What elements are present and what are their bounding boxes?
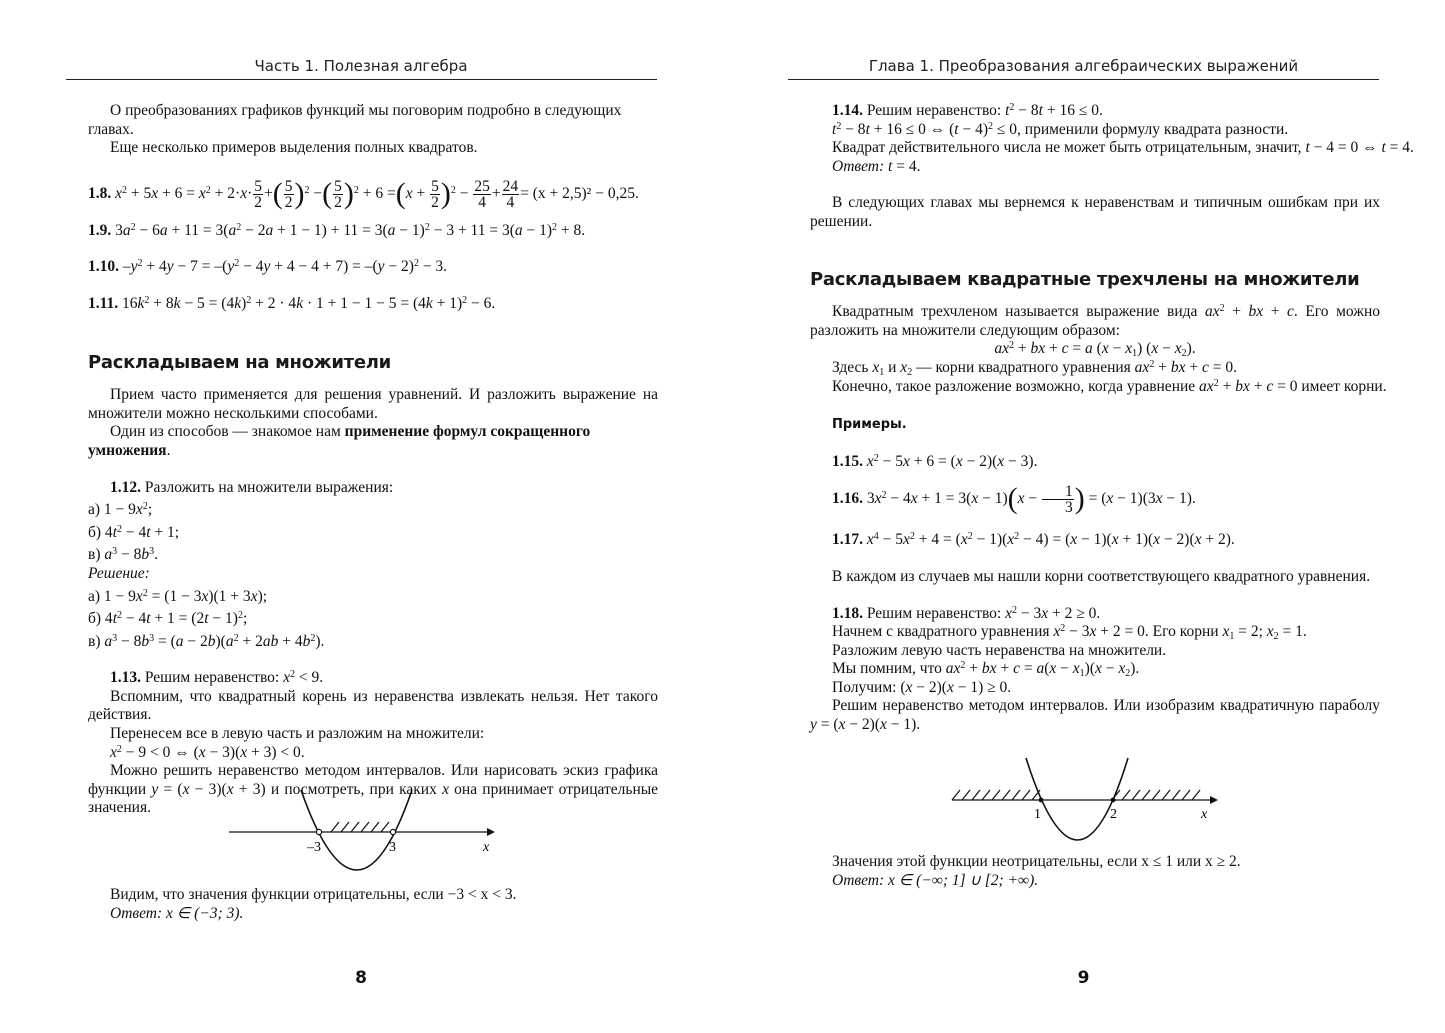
example-label: 1.15. <box>832 452 863 470</box>
right-page <box>722 0 1445 1033</box>
answer-label: Ответ: <box>832 157 885 175</box>
answer-value: x ∈ (−∞; 1] ∪ [2; +∞). <box>888 871 1039 889</box>
left-page-conclusion <box>88 886 658 923</box>
tick-label-2: 2 <box>1110 807 1117 822</box>
factorization-formula: $ax^2$ + bx + c = a $(x - x_1)$ $(x - x_2)$. <box>994 340 1196 360</box>
tick-label-3: 3 <box>389 840 396 855</box>
header-rule-left <box>66 79 657 80</box>
paragraph-sketch: Можно решить неравенство методом интервалов. Или нарисовать эскиз графика функции y = (x − 3)(x + 3) и посмотреть, при каких x она принимает отрицательные значения. <box>88 762 659 817</box>
example-1-15: 1.15. $x^2 - 5x + 6 = (x - 2)(x - 3)$. <box>832 452 1038 470</box>
tick-label-1: 1 <box>1034 807 1041 822</box>
left-page <box>0 0 722 1033</box>
example-text: Разложить на множители выражения: <box>144 478 394 496</box>
text-line: Разложим левую часть неравенства на множители. <box>832 641 1167 659</box>
section-title-left: Раскладываем на множители <box>88 351 391 373</box>
example-label: 1.13. <box>110 669 141 687</box>
text: Один из способов — знакомое нам <box>110 423 345 441</box>
text: Решим неравенство методом интервалов. Или изобразим квадратичную параболу <box>832 697 1380 715</box>
example-label: 1.14. <box>832 102 863 119</box>
example-text: Решим неравенство: <box>866 604 1002 622</box>
paragraph-interval-method: Решим неравенство методом интервалов. Или изобразим квадратичную параболу y = (x − 2)(x − 1). <box>810 697 1380 734</box>
text: Мы помним, что <box>832 660 942 678</box>
paragraph-roots-found: В каждом из случаев мы нашли корни соответствующего квадратного уравнения. <box>832 567 1371 585</box>
paragraph-one-method: Один из способов — знакомое нам применение формул сокращенного умножения. <box>88 423 591 459</box>
text: Здесь <box>832 358 869 376</box>
example-1-8: 1.8. $x^2 + 5x + 6 = x^2 + 2\cdot x\cdot$ $\frac{5}{2}$ +( $\frac{5}{2}$ )$^2$ −( $\frac{5}{2}$ )$^2$ + 6 =(x + $\frac{5}{2}$ )$^2$ − $\frac{25}{4}$ + $\frac{24}{4}$ = (x + 2,5)² − 0,25. <box>88 176 639 211</box>
example-label: 1.10. <box>88 258 119 276</box>
text: Квадрат действительного числа не может быть отрицательным, значит, <box>832 139 1302 157</box>
axis-label-x: x <box>1201 807 1208 822</box>
text: имеет корни. <box>1301 377 1387 395</box>
header-rule-right <box>788 79 1379 80</box>
answer-label: Ответ: <box>110 904 163 922</box>
conclusion-line: Значения этой функции неотрицательны, если x ≤ 1 или x ≥ 2. <box>832 853 1241 870</box>
solution-label: Решение: <box>88 564 150 582</box>
example-label: 1.11. <box>88 294 119 312</box>
example-1-13: 1.13. Решим неравенство: $x^2 < 9$. Вспомним, что квадратный корень из неравенства извлекать нельзя. Нет такого действия. Перенесем все в левую часть и разложим на множители: $x^2 - 9 < 0$ ⇔ (x − 3)(x + 3) < 0. Можно решить неравенство методом интервалов. Или нарисовать эскиз графика функции y = (x − 3)(x + 3) и посмотреть, при каких x она принимает отрицательные значения. <box>88 669 659 817</box>
example-1-8-tail: = (x + 2,5)² − 0,25. <box>520 184 639 202</box>
example-1-16: 1.16. $3x^2 - 4x + 1 = 3(x - 1)(x$ − $\frac{1}{3}$ ) = (x − 1)(3x − 1). <box>832 482 1196 517</box>
text: она принимает отрицательные значения. <box>88 780 659 817</box>
examples-heading: Примеры. <box>832 417 907 433</box>
text: Можно решить неравенство методом интервалов. Или нарисовать эскиз графика функции <box>88 762 658 798</box>
running-head-left: Часть 1. Полезная алгебра <box>254 57 468 75</box>
answer-label: Ответ: <box>832 871 885 889</box>
paragraph-move-left: Перенесем все в левую часть и разложим на множители: <box>110 725 485 743</box>
example-1-17: 1.17. $x^4 - 5x^2 + 4 = (x^2 - 1)(x^2 - 4) = (x - 1)(x + 1)(x - 2)(x + 2)$. <box>832 531 1235 549</box>
paragraph-no-sqrt: Вспомним, что квадратный корень из неравенства извлекать нельзя. Нет такого действия. <box>88 687 658 724</box>
paragraph-trinomial: Квадратным трехчленом называется выражение вида $ax^2$ + bx + c. Его можно разложить на множители следующим образом: <box>810 303 1381 339</box>
answer-value: x ∈ (−3; 3). <box>166 904 244 922</box>
example-1-18: 1.18. Решим неравенство: $x^2 - 3x + 2 \ge 0$. Начнем с квадратного уравнения $x^2 - 3x + 2 = 0$. Его корни $x_1 = 2$; $x_2 = 1$. Разложим левую часть неравенства на множители. Мы помним, что $ax^2$ + bx + $c = a(x - x_1)(x - x_2)$. Получим: (x − 2)(x − 1) ≥ 0. Решим неравенство методом интервалов. Или изобразим квадратичную параболу y = (x − 2)(x − 1). <box>810 604 1380 734</box>
page-number-right: 9 <box>1077 968 1090 988</box>
right-page-body: 1.14. Решим неравенство: $t^2 - 8t + 16 \le 0$. $t^2 - 8t + 16 \le 0$ ⇔ $(t - 4)^2 \le 0$, применили формулу квадрата разности. Квадрат действительного числа не может быть отрицательным, значит, t − 4 = 0 ⇔ t = 4. Ответ: t = 4. В следующих главах мы вернемся к неравенствам и типичным ошибкам при их решении. Раскладываем квадратные трехчлены на множители Квадратным трехчленом называется выражение вида $ax^2$ + bx + c. Его можно разложить на множители следующим образом: $ax^2$ + bx + c = a $(x - x_1)$ $(x - x_2)$. Здесь $x_1$ и $x_2$ — корни квадратного уравнения $ax^2$ + bx + c = 0. Конечно, такое разложение возможно, когда уравнение $ax^2$ + bx + c = 0 имеет корни. Примеры. 1.15. $x^2 - 5x + 6 = (x - 2)(x - 3)$. 1.16. $3x^2 - 4x + 1 = 3(x - 1)(x$ − $\frac{1}{3}$ ) = (x − 1)(3x − 1). 1.17. $x^4 - 5x^2 + 4 = (x^2 - 1)(x^2 - 4) = (x - 1)(x + 1)(x - 2)(x + 2)$. В каждом из случаев мы нашли корни соответствующего квадратного уравнения. 1.18. Решим неравенство: $x^2 - 3x + 2 \ge 0$. Начнем с квадратного уравнения $x^2 - 3x + 2 = 0$. Его корни $x_1 = 2$; $x_2 = 1$. Разложим левую часть неравенства на множители. Мы помним, что $ax^2$ + bx + $c = a(x - x_1)(x - x_2)$. Получим: (x − 2)(x − 1) ≥ 0. Решим неравенство методом интервалов. Или изобразим квадратичную параболу y = (x − 2)(x − 1). <box>810 102 1414 734</box>
example-label: 1.8. <box>88 184 112 202</box>
example-1-11: 1.11. $16k^2 + 8k - 5 = (4k)^2 + 2 \cdot 4k \cdot 1 + 1 - 1 - 5 = (4k + 1)^2 - 6$. <box>88 294 496 312</box>
intro-line-2: Еще несколько примеров выделения полных квадратов. <box>110 139 478 157</box>
intro-line-1: О преобразованиях графиков функций мы поговорим подробно в следующих главах. <box>88 102 622 138</box>
example-label: 1.12. <box>110 478 141 496</box>
text: . Его можно разложить на множители следующим образом: <box>810 303 1381 339</box>
text: Квадратным трехчленом называется выражение вида <box>832 303 1198 321</box>
conclusion-line: Видим, что значения функции отрицательны, если −3 < x < 3. <box>110 886 517 903</box>
running-head-right: Глава 1. Преобразования алгебраических выражений <box>868 57 1299 75</box>
example-1-12: 1.12. Разложить на множители выражения: а) $1 - 9x^2$; б) $4t^2 - 4t + 1$; в) $a^3 - 8b^3$. Решение: а) $1 - 9x^2 = (1 - 3x)(1 + 3x)$; б) $4t^2 - 4t + 1 = (2t - 1)^2$; в) $a^3 - 8b^3 = (a - 2b)(a^2 + 2ab + 4b^2)$. <box>88 478 394 650</box>
text: Конечно, такое разложение возможно, когда уравнение <box>832 377 1196 395</box>
bold-phrase: применение формул сокращенного умножения <box>88 423 591 459</box>
example-label: 1.17. <box>832 531 863 549</box>
right-page-conclusion <box>810 853 1380 890</box>
example-text: Решим неравенство: <box>144 669 280 687</box>
tick-label-minus3: –3 <box>307 840 321 855</box>
paragraph-factor-intro: Прием часто применяется для решения уравнений. И разложить выражение на множители можно несколькими способами. <box>88 386 658 422</box>
axis-label-x: x <box>483 840 490 855</box>
left-page-body <box>88 102 658 818</box>
text: Начнем с квадратного уравнения <box>832 623 1050 641</box>
example-label: 1.16. <box>832 490 863 508</box>
page-number-left: 8 <box>355 968 367 988</box>
paragraph-next-chapters: В следующих главах мы вернемся к неравенствам и типичным ошибкам при их решении. <box>810 194 1380 230</box>
text: и посмотреть, при каких <box>270 780 437 798</box>
section-title-right: Раскладываем квадратные трехчлены на множители <box>810 268 1360 290</box>
example-text: Решим неравенство: <box>866 102 1002 119</box>
text: применили формулу квадрата разности. <box>1024 120 1289 138</box>
example-1-9: 1.9. $3a^2 - 6a + 11 = 3(a^2 - 2a + 1 - 1) + 11 = 3(a - 1)^2 - 3 + 11 = 3(a - 1)^2 + 8$. <box>88 221 586 239</box>
parabola-graph-right <box>948 752 1228 842</box>
text: — корни квадратного уравнения <box>916 358 1131 376</box>
example-label: 1.18. <box>832 604 863 622</box>
text: Получим: <box>832 678 897 696</box>
text: . Его корни <box>1144 623 1219 641</box>
example-label: 1.9. <box>88 221 112 239</box>
parabola-graph-left <box>225 785 505 875</box>
example-1-10: 1.10. $-y^2 + 4y - 7 = -(y^2 - 4y + 4 - 4 + 7) = -(y - 2)^2 - 3$. <box>88 258 448 276</box>
